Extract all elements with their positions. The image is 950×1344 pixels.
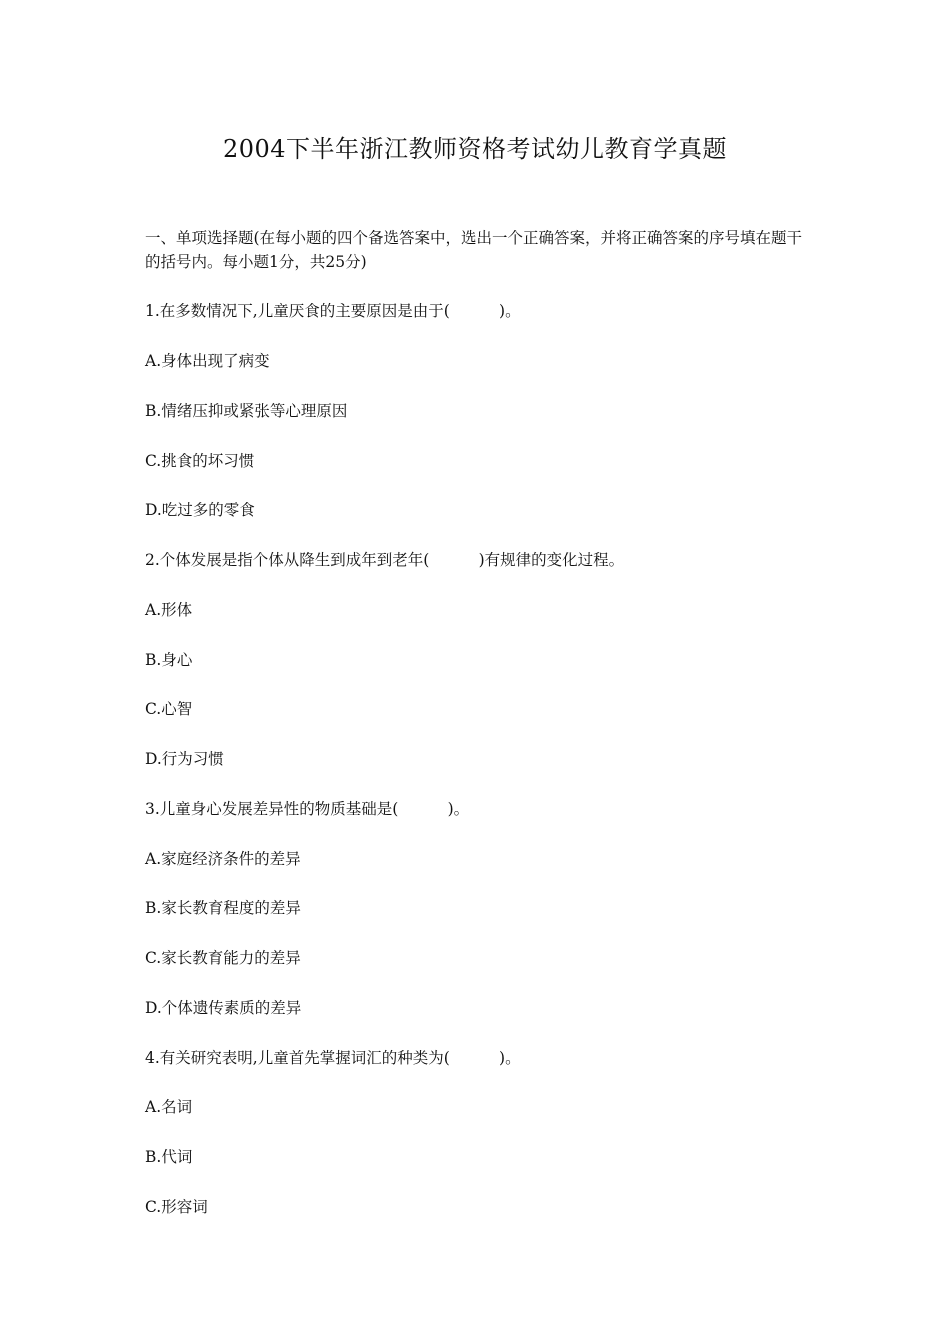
question-4-option-b: B.代词 [145, 1148, 193, 1166]
question-4-option-a: A.名词 [145, 1098, 193, 1116]
question-3-stem: 3.儿童身心发展差异性的物质基础是( )。 [145, 800, 470, 818]
document-title: 2004下半年浙江教师资格考试幼儿教育学真题 [222, 135, 728, 163]
question-3-option-a: A.家庭经济条件的差异 [145, 850, 301, 868]
question-3-option-c: C.家长教育能力的差异 [145, 949, 301, 967]
question-2-option-c: C.心智 [145, 700, 193, 718]
question-1-stem: 1.在多数情况下,儿童厌食的主要原因是由于( )。 [145, 302, 521, 320]
question-3-option-b: B.家长教育程度的差异 [145, 899, 301, 917]
section-intro: 一、单项选择题(在每小题的四个备选答案中，选出一个正确答案，并将正确答案的序号填在题干的括号内。每小题1分，共25分) [145, 229, 803, 271]
question-4-option-c: C.形容词 [145, 1198, 208, 1216]
question-2-stem: 2.个体发展是指个体从降生到成年到老年( )有规律的变化过程。 [145, 551, 625, 569]
question-4-stem: 4.有关研究表明,儿童首先掌握词汇的种类为( )。 [145, 1049, 521, 1067]
question-1-option-c: C.挑食的坏习惯 [145, 452, 255, 470]
question-1-option-d: D.吃过多的零食 [145, 501, 255, 519]
question-2-option-d: D.行为习惯 [145, 750, 224, 768]
question-3-option-d: D.个体遗传素质的差异 [145, 999, 302, 1017]
question-2-option-a: A.形体 [145, 601, 193, 619]
question-2-option-b: B.身心 [145, 651, 193, 669]
question-1-option-b: B.情绪压抑或紧张等心理原因 [145, 402, 348, 420]
question-1-option-a: A.身体出现了病变 [145, 352, 270, 370]
